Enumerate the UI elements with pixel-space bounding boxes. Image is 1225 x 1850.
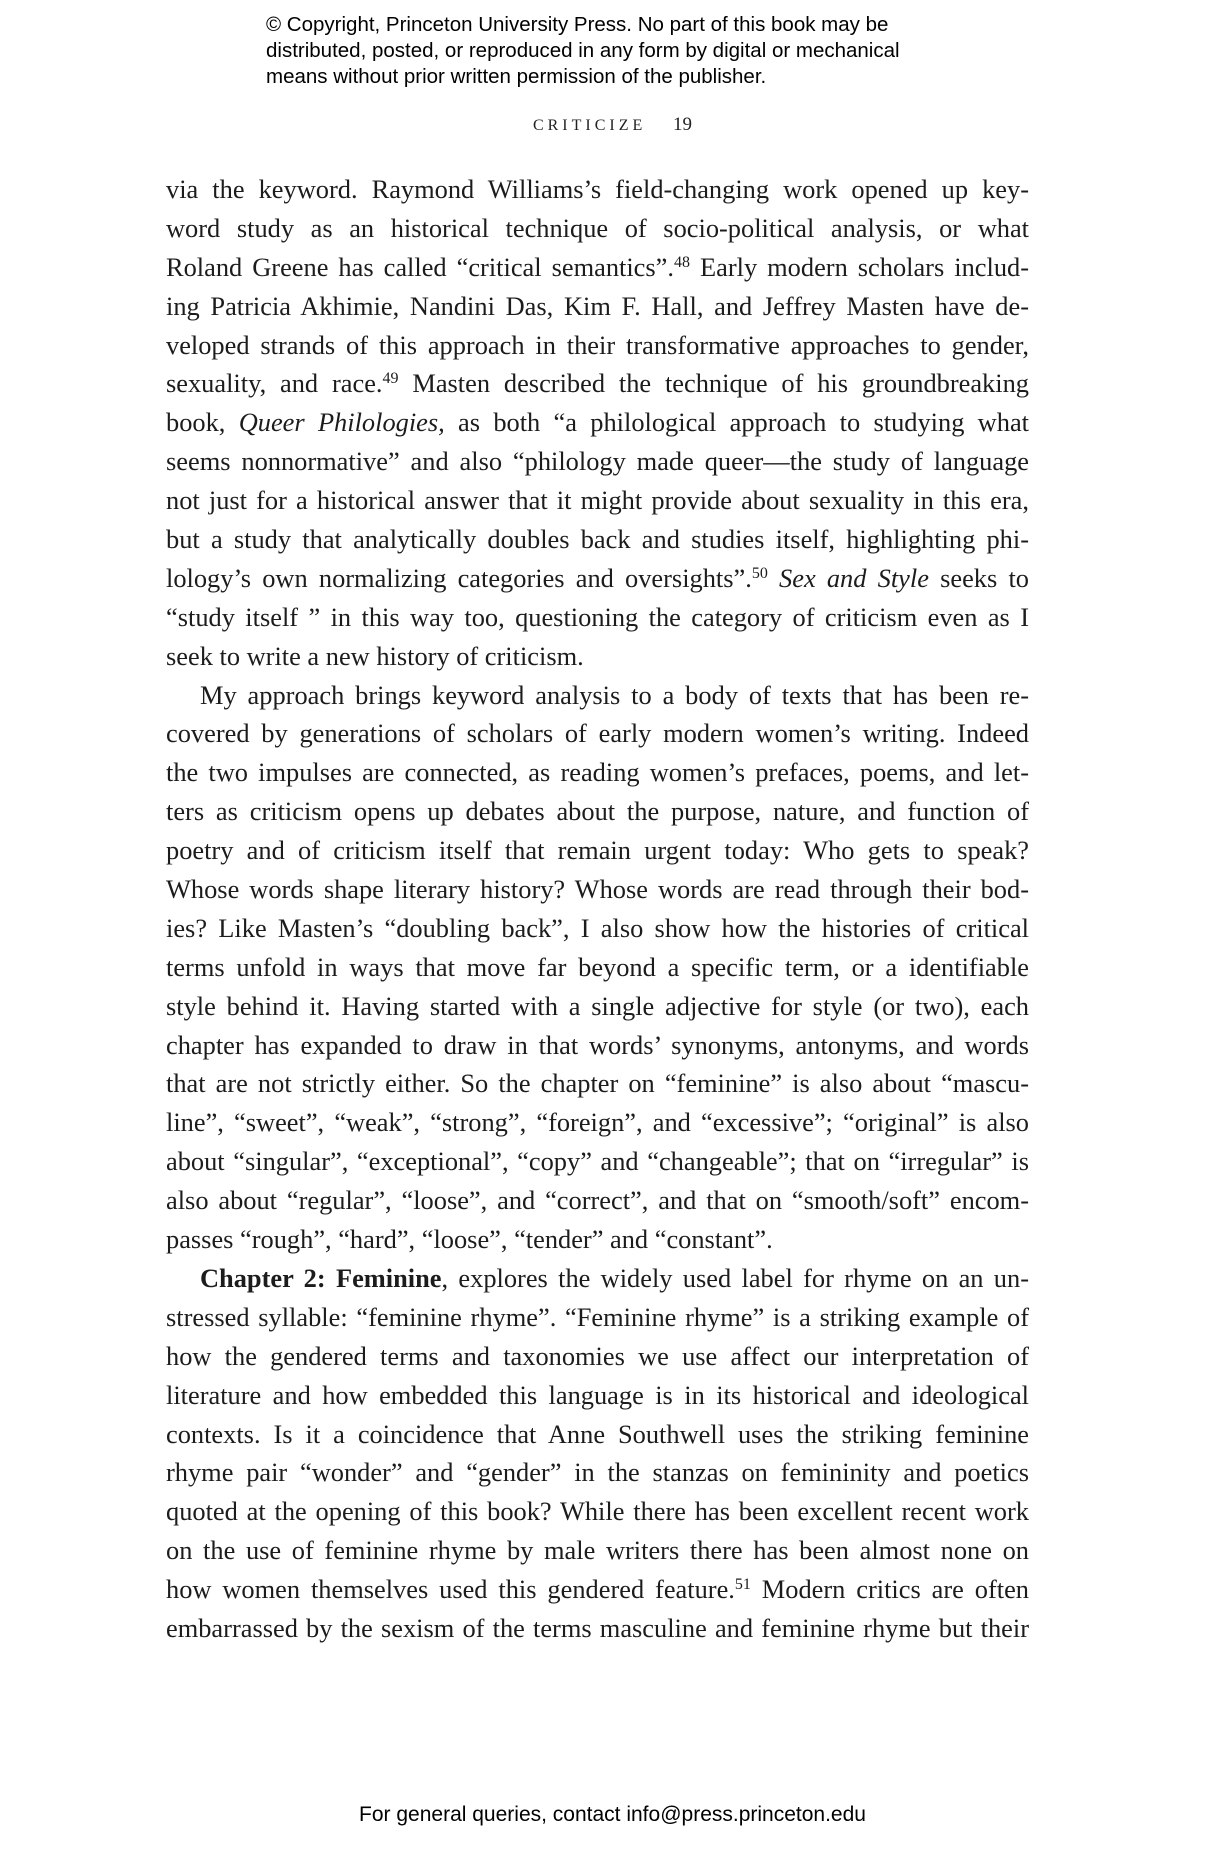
line-text: seems nonnormative” and also “philology made queer—the study of language bbox=[166, 446, 1029, 477]
line-text: embarrassed by the sexism of the terms masculine and feminine rhyme but their bbox=[166, 1612, 1029, 1643]
line-text: line”, “sweet”, “weak”, “strong”, “foreign”, and “excessive”; “original” is also bbox=[166, 1107, 1029, 1138]
line-text: the two impulses are connected, as reading women’s prefaces, poems, and let- bbox=[166, 757, 1029, 788]
text-line bbox=[166, 870, 1029, 909]
line-text: ies? Like Masten’s “doubling back”, I also show how the histories of critical bbox=[166, 912, 1029, 943]
italic-title: Queer Philologies, bbox=[238, 407, 445, 438]
text-line bbox=[166, 714, 1029, 753]
footnote-ref: 48 bbox=[673, 253, 690, 271]
text-line bbox=[166, 1298, 1029, 1337]
copyright-line: means without prior written permission of the publisher. bbox=[266, 65, 767, 88]
line-text: My approach brings keyword analysis to a body of texts that has been re- bbox=[200, 679, 1029, 710]
line-text: veloped strands of this approach in their transformative approaches to gender, bbox=[166, 329, 1029, 360]
line-text: book, bbox=[166, 407, 239, 438]
body-text bbox=[166, 170, 1029, 1648]
line-text: covered by generations of scholars of early modern women’s writing. Indeed bbox=[166, 718, 1029, 749]
text-line bbox=[166, 170, 1029, 209]
text-line bbox=[166, 520, 1029, 559]
text-line bbox=[166, 1026, 1029, 1065]
line-text-continued: Modern critics are often bbox=[750, 1574, 1030, 1605]
line-text-continued: as both “a philological approach to studying what bbox=[444, 407, 1029, 438]
text-line bbox=[166, 1453, 1029, 1492]
text-line bbox=[166, 1142, 1029, 1181]
line-text: how the gendered terms and taxonomies we use affect our interpretation of bbox=[166, 1340, 1029, 1371]
text-line bbox=[166, 948, 1029, 987]
line-text: on the use of feminine rhyme by male writers there has been almost none on bbox=[166, 1535, 1029, 1566]
text-line bbox=[166, 598, 1029, 637]
line-text: Whose words shape literary history? Whose words are read through their bod- bbox=[166, 874, 1029, 905]
line-text: seek to write a new history of criticism. bbox=[166, 640, 584, 671]
copyright-notice bbox=[266, 12, 1026, 90]
page-number: 19 bbox=[673, 114, 693, 135]
line-text: ing Patricia Akhimie, Nandini Das, Kim F. Hall, and Jeffrey Masten have de- bbox=[166, 290, 1029, 321]
text-line bbox=[166, 1609, 1029, 1648]
line-text: via the keyword. Raymond Williams’s field-changing work opened up key- bbox=[166, 174, 1029, 204]
footnote-ref: 50 bbox=[751, 565, 768, 583]
line-text: how women themselves used this gendered feature. bbox=[166, 1574, 735, 1605]
running-head bbox=[0, 114, 1225, 136]
line-text: about “singular”, “exceptional”, “copy” and “changeable”; that on “irregular” is bbox=[166, 1146, 1029, 1177]
line-text: quoted at the opening of this book? While there has been excellent recent work bbox=[166, 1496, 1029, 1527]
text-line bbox=[166, 676, 1029, 715]
line-text: stressed syllable: “feminine rhyme”. “Feminine rhyme” is a striking example of bbox=[166, 1301, 1029, 1332]
text-line bbox=[166, 792, 1029, 831]
text-line bbox=[166, 1064, 1029, 1103]
line-text: terms unfold in ways that move far beyond a specific term, or a identifiable bbox=[166, 951, 1029, 982]
line-text: literature and how embedded this language is in its historical and ideological bbox=[166, 1379, 1029, 1410]
text-line bbox=[166, 987, 1029, 1026]
line-text: not just for a historical answer that it might provide about sexuality in this era, bbox=[166, 485, 1029, 516]
text-line bbox=[166, 559, 1029, 598]
copyright-line: distributed, posted, or reproduced in any form by digital or mechanical bbox=[266, 39, 900, 62]
text-line bbox=[166, 637, 1029, 676]
text-line bbox=[166, 326, 1029, 365]
text-line bbox=[166, 1337, 1029, 1376]
text-line bbox=[166, 1220, 1029, 1259]
line-text: contexts. Is it a coincidence that Anne Southwell uses the striking feminine bbox=[166, 1418, 1029, 1449]
text-line bbox=[166, 1531, 1029, 1570]
footnote-ref: 49 bbox=[382, 370, 399, 388]
copyright-line: © Copyright, Princeton University Press. No part of this book may be bbox=[266, 13, 889, 36]
line-text: ters as criticism opens up debates about the purpose, nature, and function of bbox=[166, 796, 1029, 827]
line-text: also about “regular”, “loose”, and “correct”, and that on “smooth/soft” encom- bbox=[166, 1185, 1029, 1216]
text-line bbox=[166, 831, 1029, 870]
text-line bbox=[166, 1103, 1029, 1142]
running-head-title: CRITICIZE bbox=[532, 117, 647, 134]
text-line bbox=[166, 1415, 1029, 1454]
line-text: rhyme pair “wonder” and “gender” in the stanzas on femininity and poetics bbox=[166, 1457, 1029, 1488]
text-line bbox=[166, 909, 1029, 948]
text-line bbox=[166, 753, 1029, 792]
line-text: “study itself ” in this way too, questioning the category of criticism even as I bbox=[166, 601, 1029, 632]
line-text-continued: seeks to bbox=[928, 562, 1029, 593]
line-text: poetry and of criticism itself that remain urgent today: Who gets to speak? bbox=[166, 835, 1029, 866]
text-line bbox=[166, 1259, 1029, 1298]
line-text-continued: Early modern scholars includ- bbox=[689, 251, 1030, 282]
text-line bbox=[166, 1492, 1029, 1531]
line-text: chapter has expanded to draw in that words’ synonyms, antonyms, and words bbox=[166, 1029, 1029, 1060]
line-text: that are not strictly either. So the chapter on “feminine” is also about “mascu- bbox=[166, 1068, 1029, 1099]
text-line bbox=[166, 1181, 1029, 1220]
line-text: style behind it. Having started with a single adjective for style (or two), each bbox=[166, 990, 1029, 1021]
line-text: lology’s own normalizing categories and oversights”. bbox=[166, 562, 752, 593]
line-text: , explores the widely used label for rhyme on an un- bbox=[441, 1262, 1029, 1293]
chapter-heading-inline: Chapter 2: Feminine bbox=[200, 1262, 442, 1293]
text-line bbox=[166, 1570, 1029, 1609]
line-text: sexuality, and race. bbox=[166, 368, 383, 399]
text-line bbox=[166, 209, 1029, 248]
text-line bbox=[166, 287, 1029, 326]
text-line bbox=[166, 442, 1029, 481]
footer-contact: For general queries, contact info@press.princeton.edu bbox=[359, 1803, 866, 1826]
line-text: Roland Greene has called “critical semantics”. bbox=[166, 251, 674, 282]
line-text: but a study that analytically doubles back and studies itself, highlighting phi- bbox=[166, 524, 1029, 555]
text-line bbox=[166, 248, 1029, 287]
text-line bbox=[166, 1376, 1029, 1415]
line-text: word study as an historical technique of socio-political analysis, or what bbox=[166, 212, 1029, 243]
line-text: passes “rough”, “hard”, “loose”, “tender” and “constant”. bbox=[166, 1224, 773, 1255]
italic-title: Sex and Style bbox=[767, 562, 929, 593]
line-text-continued: Masten described the technique of his groundbreaking bbox=[398, 368, 1029, 399]
text-line bbox=[166, 364, 1029, 403]
text-line bbox=[166, 481, 1029, 520]
text-line bbox=[166, 403, 1029, 442]
footnote-ref: 51 bbox=[734, 1576, 751, 1594]
